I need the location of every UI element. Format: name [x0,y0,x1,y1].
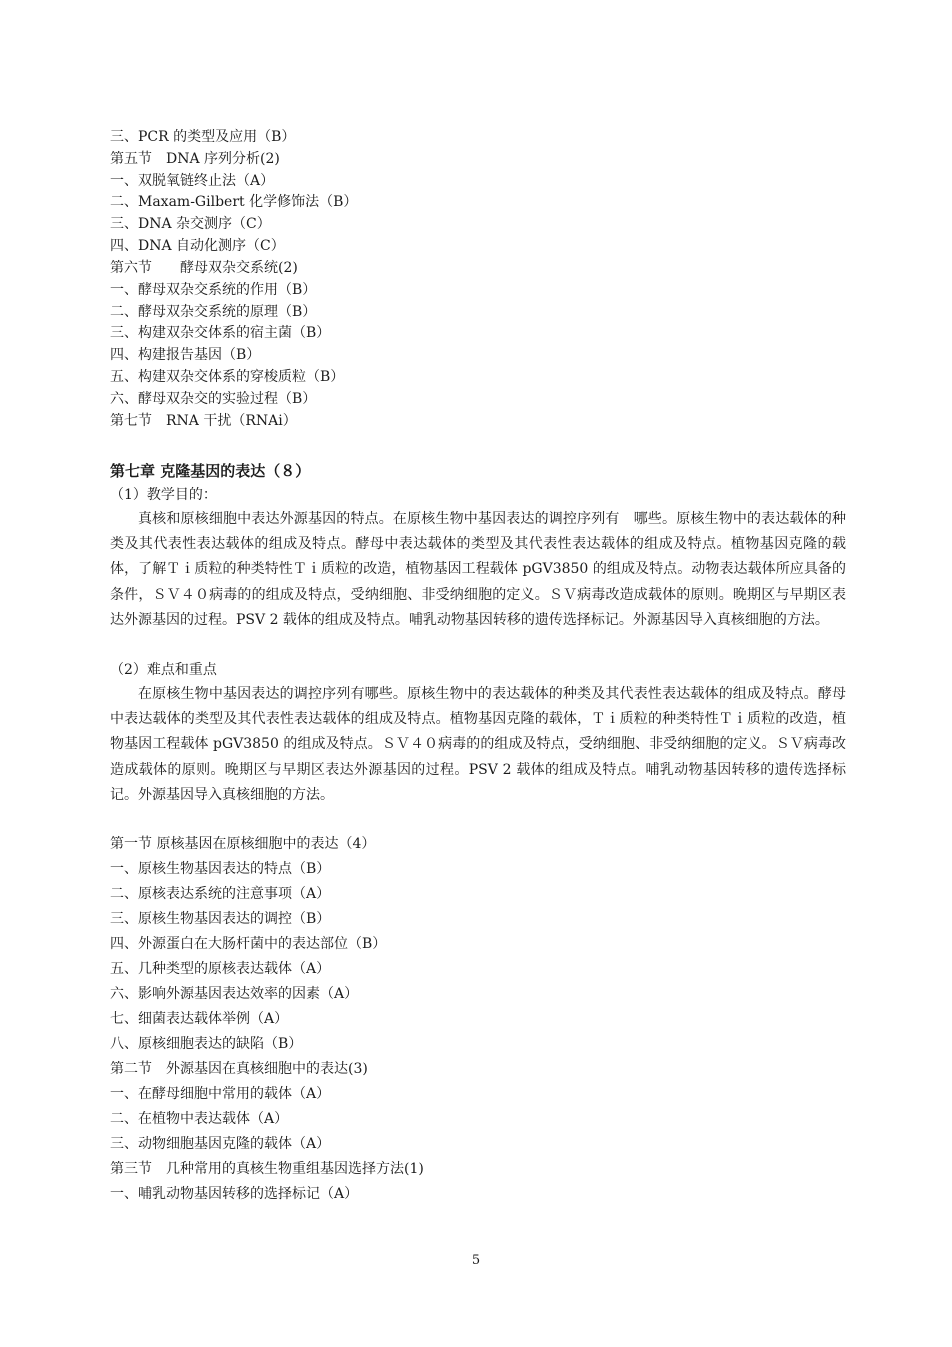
outline-line: 六、影响外源基因表达效率的因素（A） [110,986,359,1002]
outline-line: 一、原核生物基因表达的特点（B） [110,861,331,877]
outline-line: 四、DNA 自动化测序（C） [110,238,285,254]
outline-line: 一、酵母双杂交系统的作用（B） [110,282,317,298]
section-heading: 第一节 原核基因在原核细胞中的表达（4） [110,836,376,852]
outline-line: 三、PCR 的类型及应用（B） [110,129,296,145]
section-heading: 第五节 DNA 序列分析(2) [110,151,280,167]
section-heading: 第六节 酵母双杂交系统(2) [110,260,298,276]
outline-line: 四、外源蛋白在大肠杆菌中的表达部位（B） [110,936,387,952]
outline-line: 七、细菌表达载体举例（A） [110,1011,289,1027]
outline-line: 二、酵母双杂交系统的原理（B） [110,304,317,320]
page-number: 5 [471,1253,481,1268]
outline-line: 一、哺乳动物基因转移的选择标记（A） [110,1186,359,1202]
keypoints-paragraph: 在原核生物中基因表达的调控序列有哪些。原核生物中的表达载体的种类及其代表性表达载体的组成及特点。酵母中表达载体的类型及其代表性表达载体的组成及特点。植物基因克隆的载体，Ｔｉ质粒的种类特性Ｔｉ质粒的改造，植物基因工程载体 pGV3850 的组成及特点。ＳＶ４０病毒的的组成及特点，受纳细胞、非受纳细胞的定义。ＳＶ病毒改造成载体的原则。晚期区与早期区表达外源基因的过程。PSV 2 载体的组成及特点。哺乳动物基因转移的遗传选择标记。外源基因导入真核细胞的方法。 [110,686,846,803]
section-heading: 第三节 几种常用的真核生物重组基因选择方法(1) [110,1161,424,1177]
section-heading: 第七节 RNA 干扰（RNAi） [110,413,297,429]
outline-line: 四、构建报告基因（B） [110,347,261,363]
outline-line: 二、Maxam-Gilbert 化学修饰法（B） [110,194,358,210]
objective-paragraph: 真核和原核细胞中表达外源基因的特点。在原核生物中基因表达的调控序列有 哪些。原核生物中的表达载体的种类及其代表性表达载体的组成及特点。酵母中表达载体的类型及其代表性表达载体的组成及特点。植物基因克隆的载体，了解Ｔｉ质粒的种类特性Ｔｉ质粒的改造，植物基因工程载体 pGV3850 的组成及特点。动物表达载体所应具备的条件，ＳＶ４０病毒的的组成及特点，受纳细胞、非受纳细胞的定义。ＳＶ病毒改造成载体的原则。晚期区与早期区表达外源基因的过程。PSV 2 载体的组成及特点。哺乳动物基因转移的遗传选择标记。外源基因导入真核细胞的方法。 [110,511,846,628]
outline-line: 五、构建双杂交体系的穿梭质粒（B） [110,369,345,385]
outline-line: 三、动物细胞基因克隆的载体（A） [110,1136,331,1152]
outline-line: 六、酵母双杂交的实验过程（B） [110,391,317,407]
outline-line: 一、双脱氧链终止法（A） [110,173,275,189]
outline-line: 二、原核表达系统的注意事项（A） [110,886,331,902]
objective-label: （1）教学目的： [110,487,217,503]
outline-line: 三、构建双杂交体系的宿主菌（B） [110,325,331,341]
chapter-title: 第七章 克隆基因的表达（８） [110,462,311,480]
outline-line: 一、在酵母细胞中常用的载体（A） [110,1086,331,1102]
outline-line: 八、原核细胞表达的缺陷（B） [110,1036,303,1052]
section-heading: 第二节 外源基因在真核细胞中的表达(3) [110,1061,368,1077]
outline-line: 二、在植物中表达载体（A） [110,1111,289,1127]
outline-line: 三、DNA 杂交测序（C） [110,216,271,232]
outline-line: 五、几种类型的原核表达载体（A） [110,961,331,977]
keypoints-label: （2）难点和重点 [110,662,217,678]
outline-line: 三、原核生物基因表达的调控（B） [110,911,331,927]
